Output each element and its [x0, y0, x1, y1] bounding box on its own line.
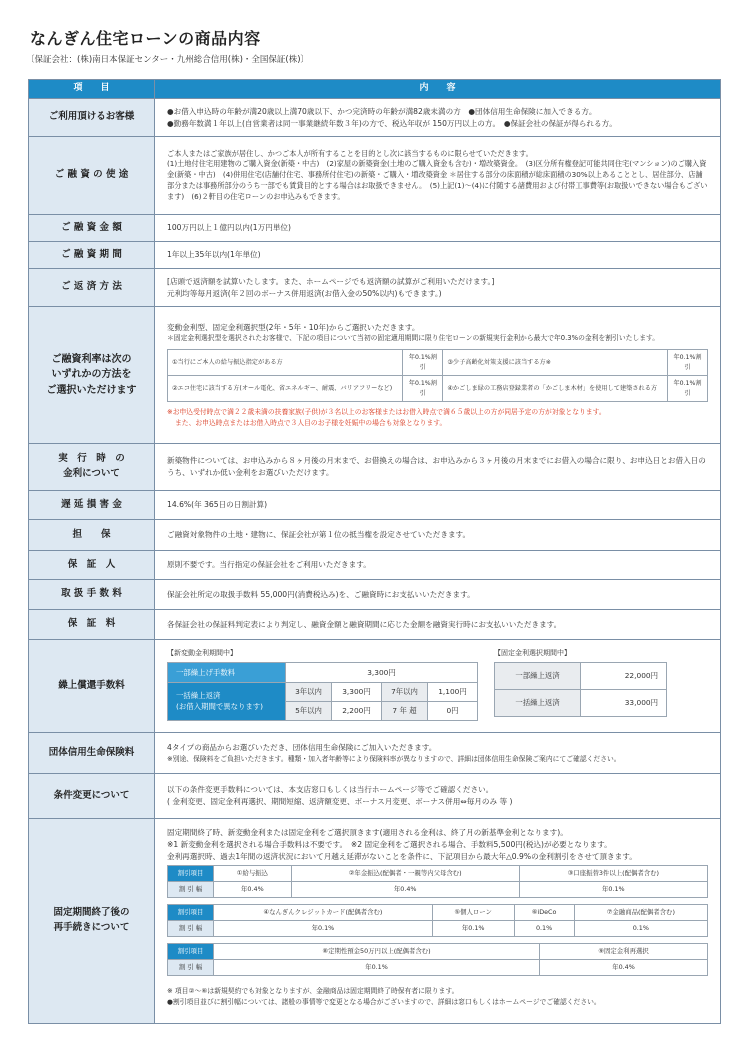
renewal-line2: ※1 新変動金利を選択される場合手数料は不要です。 ※2 固定金利をご選択される場合、手数料5,500円(税込)が必要となります。: [167, 839, 612, 849]
renewal-line1: 固定期間終了時、新変動金利または固定金利をご選択頂きます(適用される金利は、終了月の新基準金利となります)。: [167, 828, 568, 837]
eligible-line2: ●勤務年数満１年以上(自営業者は同一事業継続年数３年)の方で、税込年収が 150万円以上の方。 ●保証会社の保証が得られる方。: [167, 118, 617, 128]
collateral-value: ご融資対象物件の土地・建物に、保証会社が第１位の抵当権を設定させていただきます。: [155, 520, 721, 550]
row-guarantor: [29, 551, 721, 580]
fee-cell: 0円: [428, 701, 478, 720]
discount-item-header: 割引項目: [168, 944, 214, 960]
label-amount: ご 融 資 金 額: [29, 215, 155, 241]
row-collateral: [29, 520, 721, 551]
guarantee-fee-value: 各保証会社の保証料判定表により判定し、融資金額と融資期間に応じた金額を融資実行時にお支払いいただきます。: [155, 610, 721, 639]
row-eligible: [29, 99, 721, 137]
label-renewal: 固定期間終了後の 再手続きについて: [29, 819, 155, 1023]
discount-rate: 年0.1%割引: [668, 349, 708, 375]
insurance-line1: 4タイプの商品からお選びいただき、団体信用生命保険にご加入いただきます。: [167, 742, 437, 752]
row-guarantee-fee: [29, 610, 721, 640]
discount-rate: 0.1%: [574, 921, 707, 937]
term-cell: 7 年 超: [382, 701, 428, 720]
rate-timing-value: 新築物件については、お申込みから８ヶ月後の月末まで、お借換えの場合は、お申込みから３ヶ月後の月末までにお借入の場合に限り、お申込日とお借入日のうち、いずれか低い金利をお選びいただけます。: [155, 444, 721, 490]
discount-rate: 年0.4%: [291, 882, 519, 898]
renewal-line3: 金利再選択時、過去1年間の返済状況において月越え延滞がないことを条件に、下記項目から最大年△0.9%の金利割引をさせて頂きます。: [167, 851, 637, 861]
label-change: 条件変更について: [29, 774, 155, 818]
discount-item: ⑧定期性預金50万円以上(配偶者含む): [214, 944, 540, 960]
label-handling-fee: 取 扱 手 数 料: [29, 580, 155, 609]
discount-item: ⑨固定金利再選択: [540, 944, 708, 960]
row-repayment: [29, 269, 721, 307]
term-cell: 5年以内: [286, 701, 332, 720]
label-guarantor: 保 証 人: [29, 551, 155, 579]
row-period: [29, 242, 721, 269]
fee-cell: 1,100円: [428, 682, 478, 701]
fee-cell: 3,300円: [332, 682, 382, 701]
discount-item: ①当行にご本人の給与振込指定がある方: [168, 349, 403, 375]
row-prepay-fee: [29, 640, 721, 733]
repayment-line1: [店頭で返済額を試算いたします。また、ホームページでも返済額の試算がご利用いただけます。]: [167, 276, 495, 286]
label-insurance: 団体信用生命保険料: [29, 733, 155, 773]
label-guarantee-fee: 保 証 料: [29, 610, 155, 639]
handling-fee-value: 保証会社所定の取扱手数料 55,000円(消費税込み)を、ご融資時にお支払いいただきます。: [155, 580, 721, 609]
renewal-discount-table-1: [167, 865, 708, 898]
full-prepay-label: 一括繰上返済 (お借入期間で異なります): [168, 682, 286, 720]
label-prepay-fee: 繰上償還手数料: [29, 640, 155, 732]
discount-item: ②年金振込(配偶者・一親等内父母含む): [291, 866, 519, 882]
purpose-intro: ご本人またはご家族が居住し、かつご本人が所有することを目的とし次に該当するものに限らせていただきます。: [167, 148, 533, 158]
discount-item-header: 割引項目: [168, 905, 214, 921]
variable-prepay-table: [167, 662, 478, 721]
rate-select-note: ＊固定金利選択型を選択されたお客様で、下記の項目について当初の固定適用期間に限り住宅ローンの新規実行金利から最大で年0.3%の金利を割引いたします。: [167, 334, 660, 343]
page-title: なんぎん住宅ローンの商品内容: [30, 29, 261, 48]
row-amount: [29, 215, 721, 242]
discount-item: ⑦金融商品(配偶者含む): [574, 905, 707, 921]
discount-item: ⑥iDeCo: [514, 905, 574, 921]
period-value: 1年以上35年以内(1年単位): [155, 242, 721, 268]
label-eligible: ご利用頂けるお客様: [29, 99, 155, 136]
discount-item: ③口座振替3件以上(配偶者含む): [519, 866, 707, 882]
row-handling-fee: [29, 580, 721, 610]
header-item: 項 目: [29, 80, 155, 98]
discount-rate: 年0.1%: [214, 921, 433, 937]
discount-rate: 年0.1%: [214, 960, 540, 976]
eligible-line1: ●お借入申込時の年齢が満20歳以上満70歳以下、かつ完済時の年齢が満82歳未満の方 ●団体信用生命保険に加入できる方。: [167, 106, 597, 116]
header-content: 内 容: [155, 80, 721, 98]
discount-item: ②エコ住宅に該当する方(オール電化、省エネルギー、耐震、バリアフリーなど): [168, 376, 403, 402]
fee-cell: 2,200円: [332, 701, 382, 720]
table-header: [29, 80, 721, 99]
row-change: [29, 774, 721, 819]
fixed-rate-title: 【固定金利選択期間中】: [494, 649, 571, 657]
rate-select-line1: 変動金利型、固定金利選択型(2年・5年・10年)からご選択いただきます。: [167, 322, 420, 332]
discount-rate: 0.1%: [514, 921, 574, 937]
discount-item: ①給与振込: [214, 866, 292, 882]
rate-select-warning-1: ※お申込受付時点で満２２歳未満の扶養家族(子供)が３名以上のお客様またはお借入時点で満６５歳以上の方が同居予定の方が対象となります。: [167, 408, 606, 417]
row-late-fee: [29, 491, 721, 520]
partial-prepay-label: 一部繰上げ手数料: [168, 662, 286, 682]
discount-rate-header: 割 引 幅: [168, 921, 214, 937]
discount-rate: 年0.1%割引: [403, 376, 443, 402]
discount-item: ③少子高齢化対策支援に該当する方※: [443, 349, 668, 375]
discount-item-header: 割引項目: [168, 866, 214, 882]
term-cell: 7年以内: [382, 682, 428, 701]
variable-rate-title: 【新変動金利期間中】: [167, 649, 237, 657]
change-line2: ( 金利変更、固定金利再選択、期間短縮、返済額変更、ボーナス月変更、ボーナス併用⇔毎月のみ 等 ): [167, 797, 513, 806]
discount-rate-header: 割 引 幅: [168, 882, 214, 898]
insurance-line2: ※別途、保険料をご負担いただきます。種類・加入者年齢等により保険料率が異なりますので、詳細は団体信用生命保険ご案内にてご確認ください。: [167, 754, 621, 763]
fixed-prepay-value: 22,000円: [581, 662, 667, 689]
guarantor-value: 原則不要です。当行指定の保証会社をご利用いただきます。: [155, 551, 721, 579]
guarantor-companies: 〔保証会社：(株)南日本保証センター・九州総合信用(株)・全国保証(株)〕: [26, 55, 310, 65]
late-fee-value: 14.6%(年 365日の日割計算): [155, 491, 721, 519]
label-rate-select: ご融資利率は次の いずれかの方法を ご選択いただけます: [29, 307, 155, 443]
discount-rate: 年0.4%: [214, 882, 292, 898]
renewal-discount-table-3: [167, 943, 708, 976]
row-insurance: [29, 733, 721, 774]
discount-rate: 年0.1%割引: [403, 349, 443, 375]
partial-prepay-value: 3,300円: [286, 662, 478, 682]
repayment-line2: 元利均等毎月返済(年２回のボーナス併用返済(お借入金の50%以内)もできます。): [167, 288, 442, 298]
row-rate-timing: [29, 444, 721, 491]
label-late-fee: 遅 延 損 害 金: [29, 491, 155, 519]
discount-item: ④なんぎんクレジットカード(配偶者含む): [214, 905, 433, 921]
fixed-prepay-label: 一括繰上返済: [495, 689, 581, 716]
label-period: ご 融 資 期 間: [29, 242, 155, 268]
renewal-discount-table-2: [167, 904, 708, 937]
fixed-prepay-label: 一部繰上返済: [495, 662, 581, 689]
rate-select-warning-2: また、お申込時点またはお借入時点で３人目のお子様を妊娠中の場合も対象となります。: [175, 418, 447, 427]
discount-items-table: [167, 349, 708, 402]
discount-rate: 年0.1%: [519, 882, 707, 898]
label-repayment: ご 返 済 方 法: [29, 269, 155, 306]
fixed-prepay-value: 33,000円: [581, 689, 667, 716]
discount-rate: 年0.4%: [540, 960, 708, 976]
fixed-prepay-table: [494, 662, 667, 717]
row-purpose: [29, 137, 721, 215]
label-rate-timing: 実 行 時 の 金利について: [29, 444, 155, 490]
row-renewal: [29, 819, 721, 1024]
discount-rate: 年0.1%: [432, 921, 514, 937]
renewal-note-2: ●割引項目並びに割引幅については、諸般の事情等で変更となる場合がございますので、詳細は窓口もしくはホームページでご確認ください。: [167, 997, 601, 1006]
label-collateral: 担 保: [29, 520, 155, 550]
row-rate-select: [29, 307, 721, 444]
product-table: [28, 79, 721, 1024]
change-line1: 以下の条件変更手数料については、本支店窓口もしくは当行ホームページ等でご確認ください。: [167, 785, 494, 795]
renewal-note-1: ※ 項目②～⑥は新規契約でも対象となりますが、金融商品は固定期間終了時保有者に限ります。: [167, 987, 459, 996]
purpose-detail: (1)土地付住宅用建物のご購入資金(新築・中古) (2)家屋の新築資金(土地のご購入資金も含む)・増改築資金。 (3)区分所有権登記可能共同住宅(マンション)のご購入資金(新築・中古) (4)併用住宅(店舗付住宅、事務所付住宅)の新築・ご購入・増改築資金 ＊居住する部分の床面積が総床面積の30%以上あることとし、居住部分、店舗部分または事務所部分のうち一部でも賃貸目的とする場合はお取扱できません。 (5)上記(1)～(4)に付随する諸費用および付帯工事費等(お取扱いできない場合もございます) (6)２軒目の住宅ローンのお申込みもできます。: [167, 159, 708, 201]
label-purpose: ご 融 資 の 使 途: [29, 137, 155, 214]
term-cell: 3年以内: [286, 682, 332, 701]
discount-item: ⑤個人ローン: [432, 905, 514, 921]
discount-rate: 年0.1%割引: [668, 376, 708, 402]
amount-value: 100万円以上１億円以内(1万円単位): [155, 215, 721, 241]
discount-item: ④かごしま緑の工務店登録業者の「かごしま木材」を使用して建築される方: [443, 376, 668, 402]
discount-rate-header: 割 引 幅: [168, 960, 214, 976]
